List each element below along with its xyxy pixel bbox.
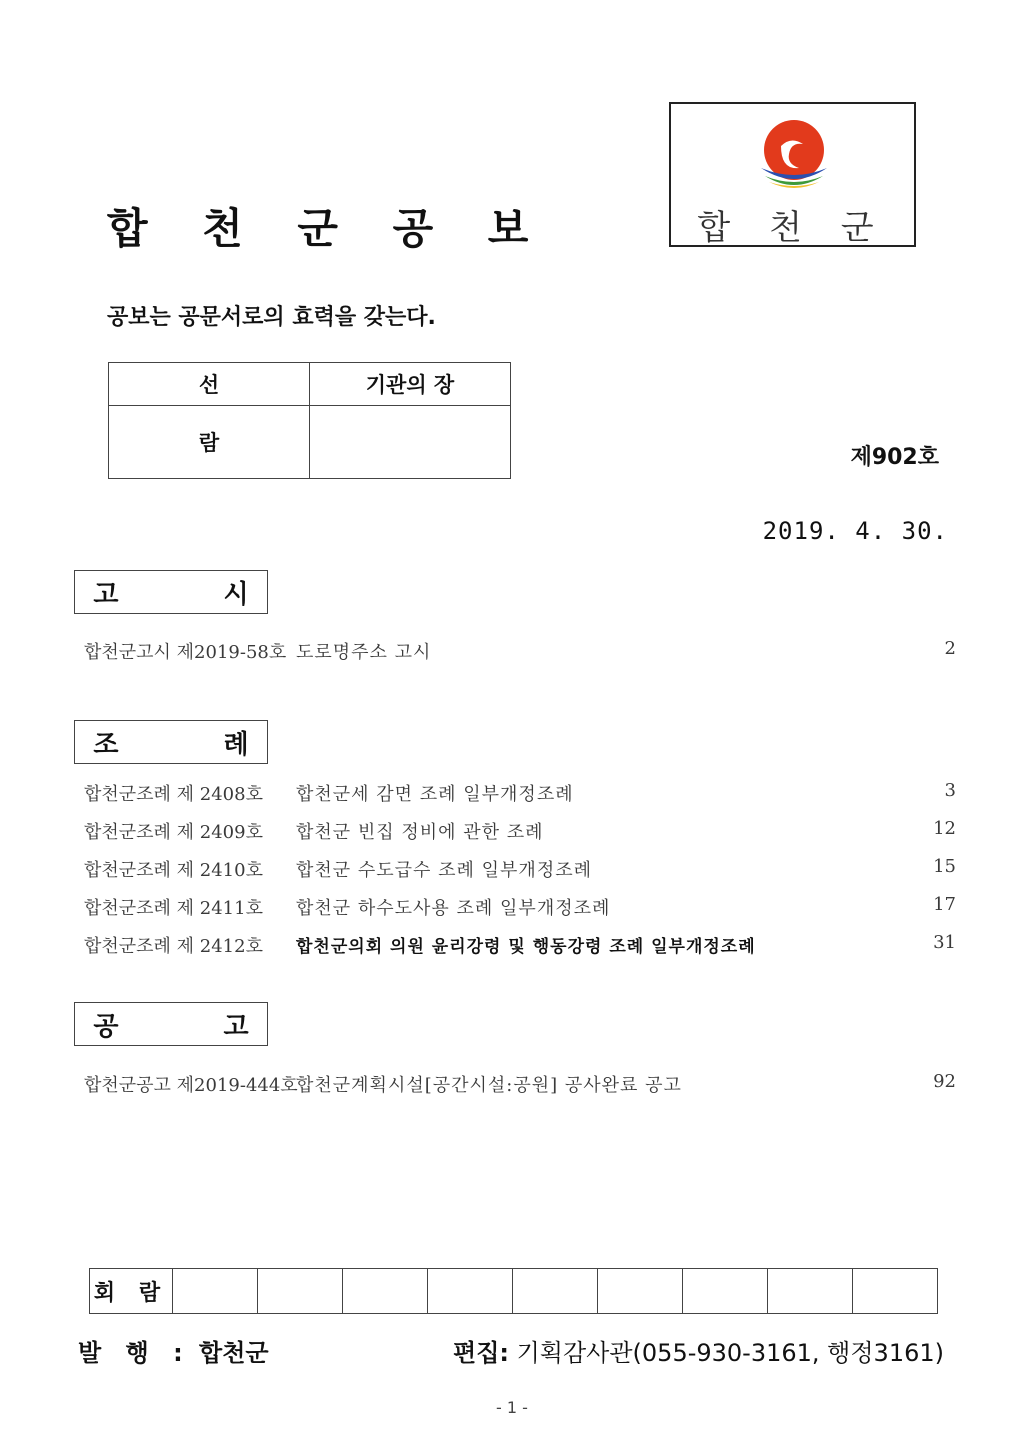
entry-page: 12: [933, 818, 956, 839]
entry-number: 합천군조례 제 2409호: [84, 822, 263, 843]
circulation-cell: [598, 1269, 683, 1314]
circulation-cell: [768, 1269, 853, 1314]
entry-title: 합천군 빈집 정비에 관한 조례: [296, 822, 544, 843]
entry-page: 17: [933, 894, 956, 915]
circulation-cell: [428, 1269, 513, 1314]
entry-page: 3: [944, 780, 956, 801]
circulation-cell: [683, 1269, 768, 1314]
publisher-label: 발 행 :: [78, 1339, 191, 1367]
circulation-cell: [258, 1269, 343, 1314]
circulation-label: 회 람: [90, 1269, 173, 1314]
section-header-announcement: 공 고: [74, 1002, 268, 1046]
entry-page: 15: [933, 856, 956, 877]
approval-side-top: 선: [109, 363, 310, 406]
approval-head: 기관의 장: [310, 363, 511, 406]
entry-page: 31: [933, 932, 956, 953]
entry-title: 합천군 수도급수 조례 일부개정조례: [296, 860, 592, 881]
entry-number: 합천군조례 제 2408호: [84, 784, 263, 805]
circulation-cell: [343, 1269, 428, 1314]
circulation-table: [89, 1268, 938, 1314]
issue-number: 제902호: [850, 445, 939, 470]
entry-number: 합천군조례 제 2412호: [84, 936, 263, 957]
entry-number: 합천군공고 제2019-444호: [84, 1075, 298, 1096]
editor-label: 편집:: [453, 1339, 509, 1367]
entry-title: 합천군의회 의원 윤리강령 및 행동강령 조례 일부개정조례: [296, 937, 756, 957]
emblem-box: [669, 102, 916, 247]
entry-title: 합천군 하수도사용 조례 일부개정조례: [296, 898, 611, 919]
entry-title: 합천군계획시설[공간시설:공원] 공사완료 공고: [296, 1075, 682, 1096]
emblem-text: 합 천 군: [697, 208, 888, 248]
entry-number: 합천군조례 제 2411호: [84, 898, 263, 919]
toc-entry[interactable]: [84, 780, 956, 804]
circulation-cell: [853, 1269, 938, 1314]
entry-title: 합천군세 감면 조례 일부개정조례: [296, 784, 574, 805]
toc-entry[interactable]: [84, 818, 956, 842]
circulation-cell: [173, 1269, 258, 1314]
toc-entry[interactable]: [84, 856, 956, 880]
approval-signature-cell: [310, 406, 511, 479]
publisher: [78, 1333, 269, 1368]
emblem-icon: [755, 116, 833, 196]
editor-contact: 기획감사관(055-930-3161, 행정3161): [516, 1339, 944, 1367]
publisher-name: 합천군: [199, 1339, 269, 1367]
toc-entry[interactable]: [84, 932, 956, 956]
editor: [453, 1333, 944, 1368]
entry-number: 합천군고시 제2019-58호: [84, 642, 287, 663]
toc-entry[interactable]: [84, 638, 956, 662]
entry-page: 92: [933, 1071, 956, 1092]
entry-title: 도로명주소 고시: [296, 642, 432, 663]
approval-table: [108, 362, 511, 479]
entry-page: 2: [944, 638, 956, 659]
section-header-ordinance: 조 례: [74, 720, 268, 764]
issue-date: 2019. 4. 30.: [762, 517, 948, 545]
motto: 공보는 공문서로의 효력을 갖는다.: [107, 305, 436, 330]
entry-number: 합천군조례 제 2410호: [84, 860, 263, 881]
toc-entry[interactable]: [84, 894, 956, 918]
page-title: 합 천 군 공 보: [107, 204, 549, 253]
section-header-notice: 고 시: [74, 570, 268, 614]
toc-entry[interactable]: [84, 1071, 956, 1095]
approval-side-bottom: 람: [109, 406, 310, 479]
page-number: - 1 -: [496, 1398, 528, 1417]
circulation-cell: [513, 1269, 598, 1314]
